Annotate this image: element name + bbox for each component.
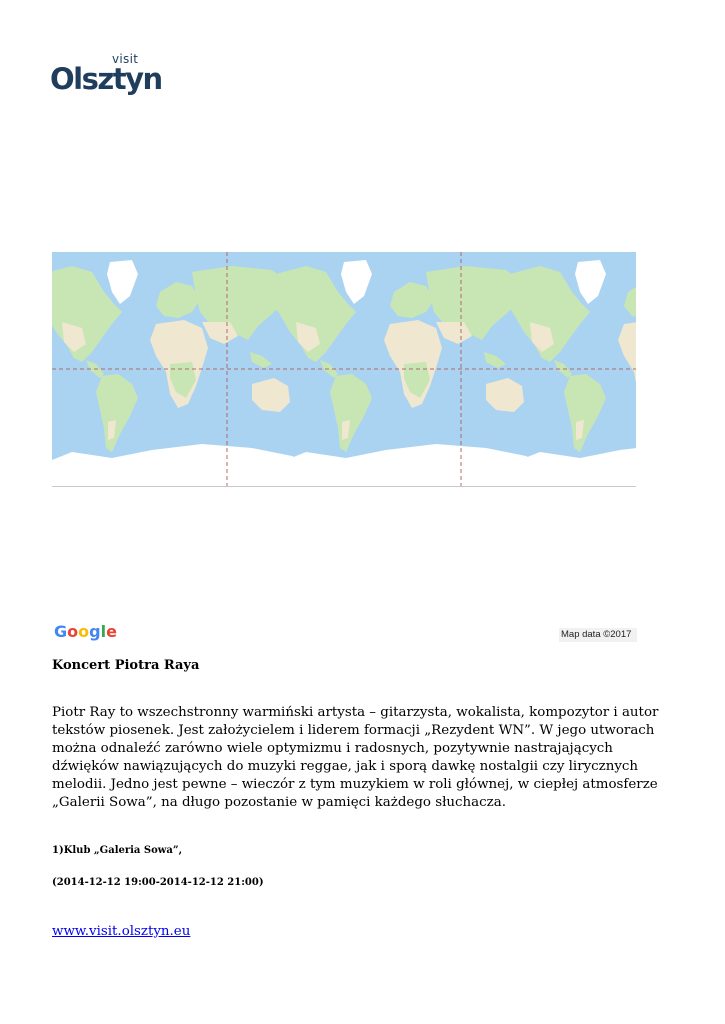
world-map[interactable] (52, 252, 636, 487)
logo-visit-text: visit (112, 52, 139, 66)
event-description: Piotr Ray to wszechstronny warmiński artysta – gitarzysta, wokalista, kompozytor i autor tekstów piosenek. Jest założycielem i liderem formacji „Rezydent WN”. W jego utworach można odnaleźć zarówno wiele optymizmu i radosnych, pozytywnie nastrajających dźwięków nawiązujących do muzyki reggae, jak i sporą dawkę nostalgii czy lirycznych melodii. Jedno jest pewne – wieczór z tym muzykiem w roli głównej, w ciepłej atmosferze „Galerii Sowa”, na długo pozostanie w pamięci każdego słuchacza. (52, 705, 659, 810)
event-datetime: (2014-12-12 19:00-2014-12-12 21:00) (52, 877, 264, 888)
google-logo: Google (54, 622, 117, 641)
visit-olsztyn-logo (50, 52, 162, 102)
event-venue: 1)Klub „Galeria Sowa”, (52, 845, 183, 856)
map-tiles (52, 252, 636, 486)
logo-olsztyn-text: Olsztyn (50, 62, 162, 96)
event-title: Koncert Piotra Raya (52, 658, 200, 673)
website-link[interactable]: www.visit.olsztyn.eu (52, 924, 191, 939)
map-attribution[interactable]: Map data ©2017 (559, 628, 637, 642)
